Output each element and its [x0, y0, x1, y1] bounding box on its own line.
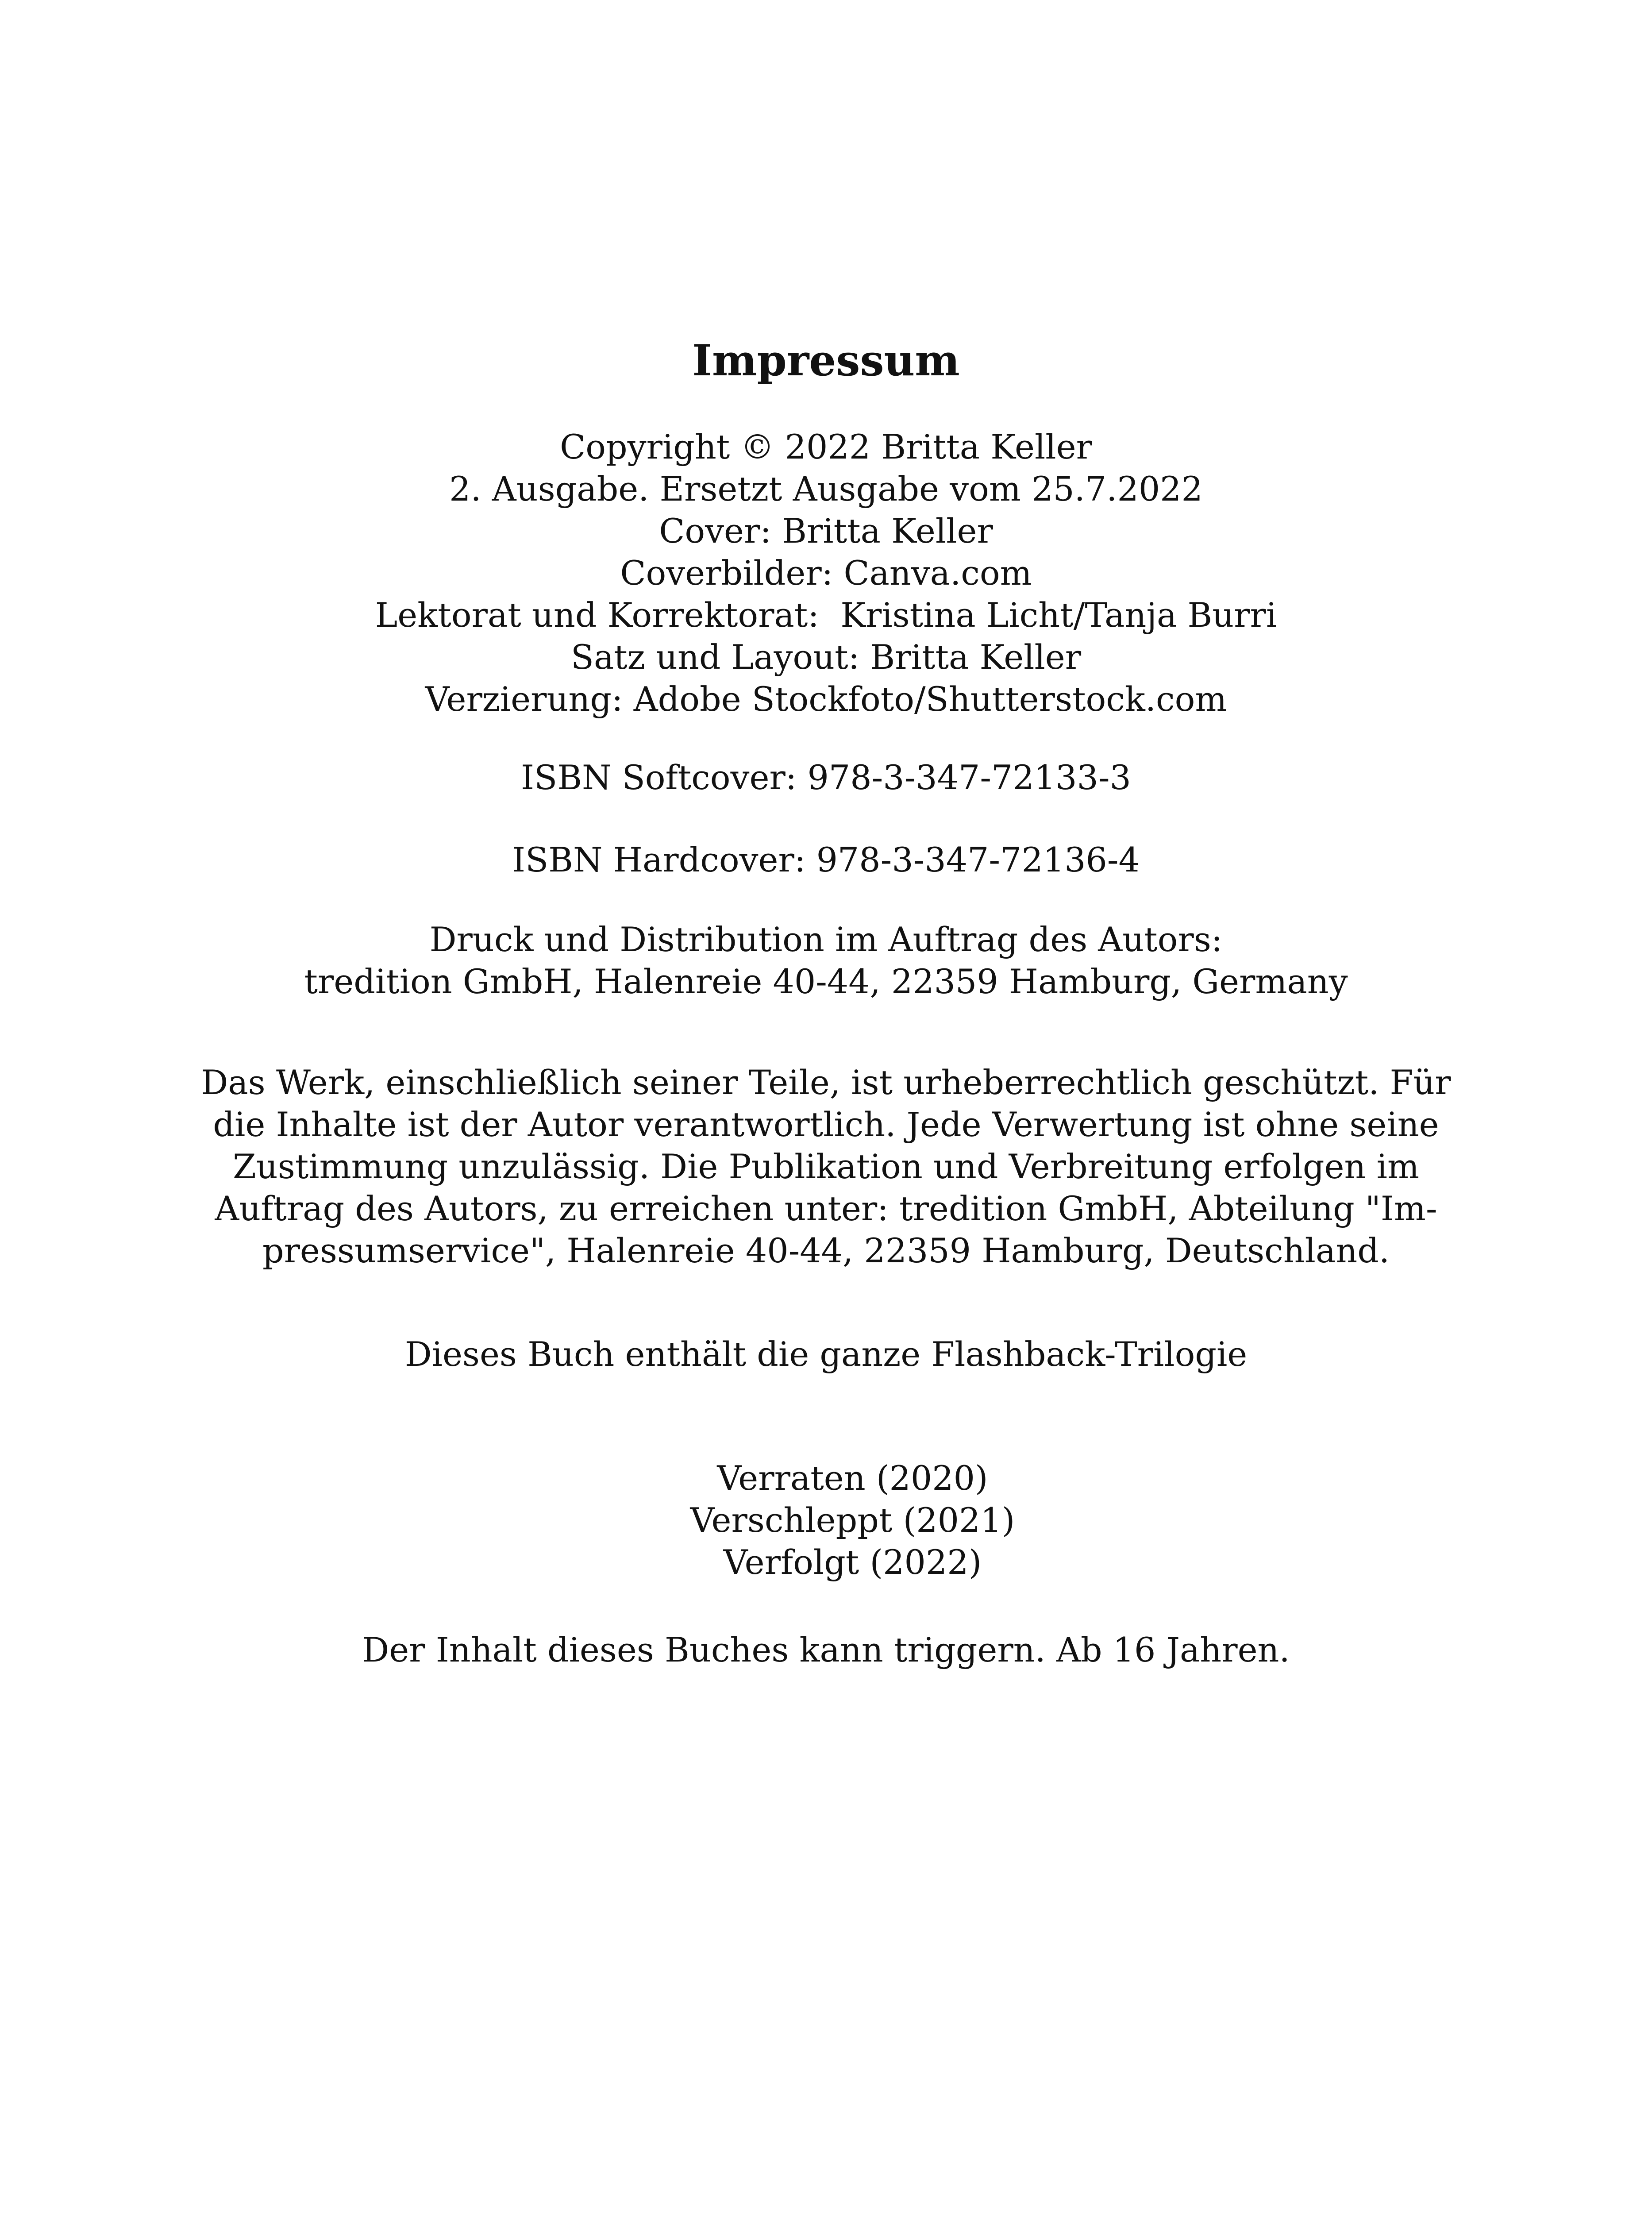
content-warning: Der Inhalt dieses Buches kann triggern. Ab 16 Jahren.	[362, 1630, 1290, 1669]
cover-line: Cover: Britta Keller	[659, 511, 993, 551]
layout-line: Satz und Layout: Britta Keller	[570, 637, 1082, 677]
isbn-softcover-block	[0, 756, 1652, 798]
trilogy-note: Dieses Buch enthält die ganze Flashback-Trilogie	[404, 1334, 1248, 1374]
legal-line: pressumservice", Halenreie 40-44, 22359 Hamburg, Deutschland.	[262, 1231, 1390, 1270]
copyright-line: Copyright © 2022 Britta Keller	[560, 427, 1092, 467]
distribution-block	[0, 918, 1652, 1002]
credits-block	[0, 426, 1652, 720]
cover-images-line: Coverbilder: Canva.com	[620, 553, 1032, 593]
isbn-hardcover-block	[0, 839, 1652, 881]
isbn-softcover: ISBN Softcover: 978-3-347-72133-3	[521, 758, 1131, 797]
title-block	[0, 334, 1652, 387]
ornament-line: Verzierung: Adobe Stockfoto/Shutterstock.com	[425, 679, 1227, 719]
legal-line: Zustimmung unzulässig. Die Publikation und Verbreitung erfolgen im	[232, 1147, 1420, 1186]
book-title: Verfolgt (2022)	[723, 1542, 982, 1582]
book-title: Verraten (2020)	[717, 1458, 988, 1498]
content-warning-block	[0, 1629, 1652, 1671]
page-title: Impressum	[692, 335, 960, 386]
legal-line: Das Werk, einschließlich seiner Teile, ist urheberrechtlich geschützt. Für	[201, 1063, 1451, 1102]
legal-line: Auftrag des Autors, zu erreichen unter: tredition GmbH, Abteilung "Im-	[215, 1189, 1437, 1228]
publisher-address-line: tredition GmbH, Halenreie 40-44, 22359 Hamburg, Germany	[304, 962, 1348, 1001]
distribution-line: Druck und Distribution im Auftrag des Autors:	[429, 920, 1223, 959]
book-list	[27, 1457, 1652, 1583]
legal-notice-block	[0, 1061, 1652, 1272]
book-title: Verschleppt (2021)	[690, 1500, 1015, 1540]
legal-line: die Inhalte ist der Autor verantwortlich. Jede Verwertung ist ohne seine	[213, 1105, 1439, 1144]
edition-line: 2. Ausgabe. Ersetzt Ausgabe vom 25.7.2022	[449, 469, 1203, 509]
isbn-hardcover: ISBN Hardcover: 978-3-347-72136-4	[512, 840, 1140, 879]
editing-line: Lektorat und Korrektorat: Kristina Licht/Tanja Burri	[375, 595, 1277, 635]
content-note-block	[0, 1333, 1652, 1375]
